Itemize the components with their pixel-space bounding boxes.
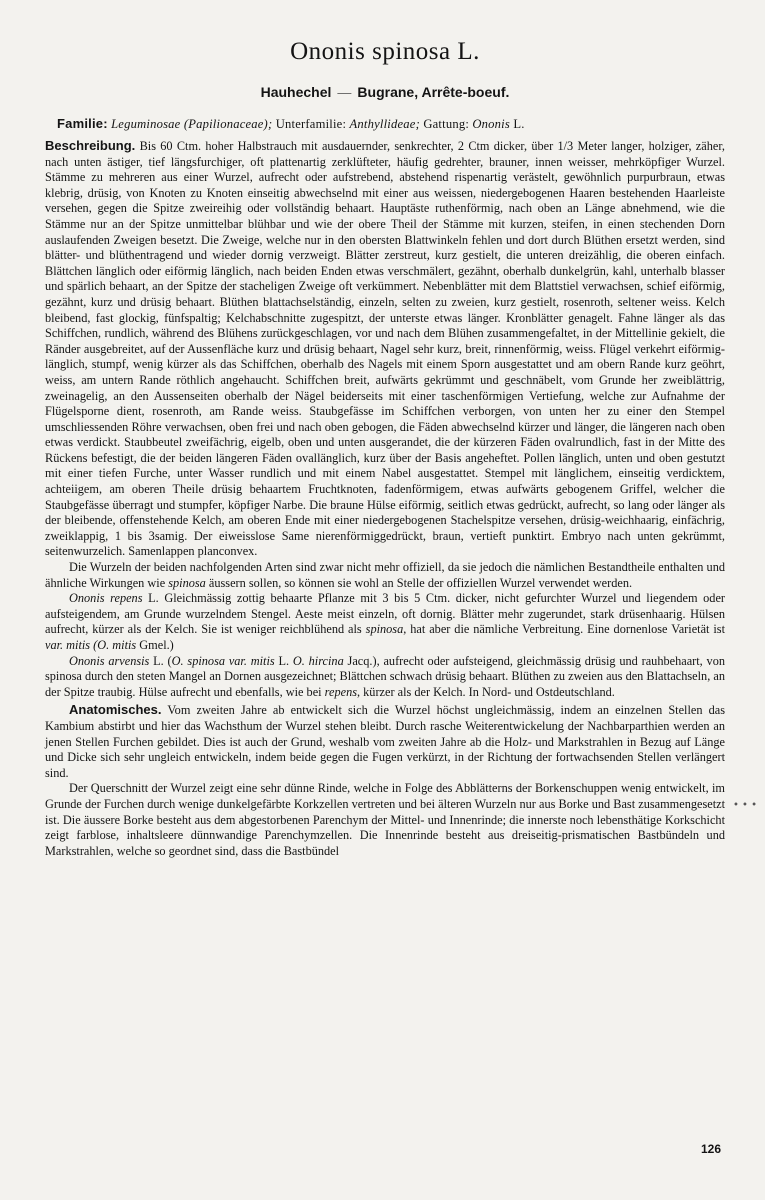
repens-text-3: Gmel.) [136, 638, 174, 652]
main-text [45, 138, 725, 859]
family-label: Familie: [57, 116, 108, 131]
page-number: 126 [700, 1142, 721, 1156]
gattung-label: Gattung: [423, 117, 470, 131]
repens-text-2: , hat aber die nämliche Verbreitung. Eine dornenlose Varietät ist [403, 622, 725, 637]
repens-varietas: var. mitis (O. mitis [45, 638, 137, 652]
repens-name: Ononis repens [69, 591, 143, 606]
name-separator: — [337, 84, 352, 100]
german-name: Hauhechel [260, 84, 332, 100]
wurzeln-italic: spinosa [168, 575, 206, 590]
gattung-author: L. [513, 117, 525, 131]
unterfamilie-name: Anthyllideae; [349, 117, 420, 131]
repens-text-1: L. Gleichmässig zottig behaarte Pflanze mit 3 bis 5 Ctm. dicker, nicht gefurchter Wurzel und liegendem oder aufsteigendem, am Grunde wurzelndem Stengel. Aeste meist einzeln, oft dornig. Blätter mehr zugerundet, stark drüsenhaarig. Hülsen aufrecht, kürzer als der Kelch. Sie ist weniger reichblühend als [45, 591, 726, 637]
arvensis-text-4: , kürzer als der Kelch. In Nord- und Ostdeutschland. [357, 684, 615, 699]
margin-marks: • • • [732, 800, 757, 811]
anatomisches-paragraph [45, 702, 725, 781]
arvensis-text-3: Jacq.), aufrecht oder aufsteigend, gleichmässig drüsig und rauhbehaart, von spinosa durch den steten Mangel an Dornen ausgezeichnet; Blättchen schwach drüsig behaart. Blüthen zu zweien aus den Blattachseln, an der Spitze traubig. Hülse aufrecht und ebenfalls, wie bei [45, 653, 725, 699]
repens-paragraph [45, 591, 725, 653]
arvensis-name: Ononis arvensis [69, 653, 150, 668]
wurzeln-text-1: Die Wurzeln der beiden nachfolgenden Arten sind zwar nicht mehr offiziell, da sie jedoch die nämlichen Bestandtheile enthalten und ähnliche Wirkungen wie [45, 560, 725, 590]
family-name: Leguminosae [111, 117, 181, 131]
arvensis-hircina: O. hircina [292, 653, 344, 668]
querschnitt-paragraph [45, 781, 725, 859]
wurzeln-text-2: äussern sollen, so können sie wohl an Stelle der offiziellen Wurzel verwendet werden. [205, 575, 633, 590]
common-names [45, 84, 725, 100]
anatomisches-heading: Anatomisches. [69, 702, 162, 718]
arvensis-text-2: L. [274, 653, 293, 668]
gattung-name: Ononis [472, 117, 510, 131]
arvensis-paragraph [45, 654, 725, 701]
beschreibung-heading: Beschreibung. [45, 138, 136, 153]
family-paren: (Papilionaceae); [183, 117, 273, 131]
unterfamilie-label: Unterfamilie: [275, 117, 347, 131]
wurzeln-paragraph [45, 560, 725, 591]
page-title: Ononis spinosa L. [290, 38, 480, 65]
arvensis-synonym: O. spinosa var. mitis [171, 653, 275, 668]
beschreibung-paragraph [45, 138, 725, 560]
arvensis-text-1: L. ( [149, 653, 172, 668]
querschnitt-text: Der Querschnitt der Wurzel zeigt eine sehr dünne Rinde, welche in Folge des Abblätterns der Borkenschuppen wenig entwickelt, im Grunde der Furchen durch wenige dunkelgefärbte Korkzellen vertreten und bei älteren Wurzeln nur aus Borke und Bast zusammengesetzt ist. Die äussere Borke besteht aus dem abgestorbenen Parenchym der Mittel- und Innenrinde; die innerste noch lebensthätige Korkschicht zeigt farblose, inhaltsleere dünnwandige Parenchymzellen. Die Innenrinde besteht aus dreiseitig-prismatischen Bastbündeln und Markstrahlen, welche so geordnet sind, dass die Bastbündel [45, 781, 725, 858]
page [45, 32, 725, 859]
repens-spinosa: spinosa [365, 622, 404, 637]
anatomisches-text: Vom zweiten Jahre ab entwickelt sich die Wurzel höchst ungleichmässig, indem an einzelnen Stellen das Kambium abstirbt und hier das Wachsthum der Wurzel stehen bleibt. Durch rasche Weiterentwickelung der Nachbarparthien werden an jenen Stellen Furchen gebildet. Dies ist auch der Grund, weshalb vom zweiten Jahre ab die Holz- und Markstrahlen in Bezug auf Länge und Dicke sich sehr ungleich entwickeln, indem beide gegen die Fugen verkürzt, in der Richtung der fortwachsenden Stellen verlängert sind. [45, 703, 726, 780]
french-name: Bugrane, Arrête-boeuf. [357, 84, 510, 100]
taxonomy-line [57, 116, 725, 132]
beschreibung-text: Bis 60 Ctm. hoher Halbstrauch mit ausdauernder, senkrechter, 2 Ctm dicker, über 1/3 Meter langer, holziger, zäher, nach unten ästiger, tief längsfurchiger, oft plattenartig zerklüfteter, häufig gedrehter, brauner, innen weisser, mehrköpfiger Wurzel. Stämme zu mehreren aus einer Wurzel, aufrecht oder aufstrebend, abstehend rispenartig verästelt, gewöhnlich purpurbraun, etwas klebrig, drüsig, von Knoten zu Knoten einseitig abwechselnd mit einer aus weissen, niedergebogenen Haaren bestehenden Haarleiste versehen, gegen die Spitze zweireihig oder vollständig behaart. Hauptäste ruthenförmig, nach oben an Länge abnehmend, wie die Stämme nur an der Spitze unmittelbar blühbar und wie der obere Theil der Stämme mit kurzen, steifen, in einen stechenden Dorn auslaufenden Zweigen besetzt. Die Zweige, welche nur in den obersten Blattwinkeln fehlen und dort durch Blüthen ersetzt werden, sind blätter- und blüthentragend und wieder dornig verzweigt. Blätter zerstreut, kurz gestielt, die unteren dreizählig, die oberen einfach. Blättchen länglich oder eiförmig länglich, nach beiden Enden etwas verschmälert, gezähnt, oberhalb dunkelgrün, kahl, unterhalb blasser und spärlich behaart, an der Spitze der stacheligen Zweige oft verkümmert. Nebenblätter mit dem Blattstiel verwachsen, schief eiförmig, gezähnt, kurz und drüsig behaart. Blüthen blattachselständig, einzeln, selten zu zweien, kurz gestielt, rosenroth, seltener weiss. Kelch bleibend, fast glockig, fünfspaltig; Kelchabschnitte zugespitzt, der unterste etwas länger. Kronblätter genagelt. Fahne länger als das Schiffchen, rundlich, während des Blühens zurückgeschlagen, vor und nach dem Blühen zusammengefaltet, in der Mittellinie gekielt, die Ränder ausgebreitet, auf der Aussenfläche kurz und drüsig behaart, Nagel sehr kurz, breit, rinnenförmig, weiss. Flügel verkehrt eiförmig-länglich, stumpf, wenig kürzer als das Schiffchen, oberhalb des Nagels mit einem Sporn ausgestattet und am obern Rande kurz geöhrt, weiss, am untern Rande röthlich angehaucht. Schiffchen breit, aufwärts gekrümmt und geschnäbelt, vom Grunde her zweiblättrig, zweinagelig, an den Aussenseiten oberhalb der Nägel beiderseits mit einer taschenförmigen Vertiefung, welche zur Aufnahme der Flügelsporne dient, rosenroth, am Rande weiss. Staubgefässe im Schiffchen verborgen, von unten her zu einer den Stempel umschliessenden Röhre verwachsen, oben frei und nach oben gebogen, die Fäden abwechselnd kürzer und länger, die längeren nach oben etwas verdickt. Staubbeutel zweifächrig, eigelb, oben und unten ausgerandet, die der kürzeren Fäden ovalrundlich, fast in der Mitte des Rückens befestigt, die der beiden längeren Fäden ovallänglich, kurz über der Basis angeheftet. Pollen länglich, unten und oben gestutzt mit einer tiefen Furche, unter Wasser rundlich und mit einem Nabel ausgestattet. Stempel mit länglichem, einseitig verdicktem, achteiigem, am oberen Theile drüsig behaartem Fruchtknoten, fadenförmigem, etwas aufwärts gebogenem Griffel, welcher die Staubgefässe überragt und stumpfer, köpfiger Narbe. Die braune Hülse eiförmig, seitlich etwas gedrückt, aufrecht, so lang oder länger als der bleibende, offenstehende Kelch, am oberen Ende mit einer niedergebogenen Stachelspitze versehen, drüsig-weichhaarig, einfächrig, zweiklappig, 1 bis 3samig. Der eiweisslose Same nierenförmiggedrückt, braun, vertieft punktirt. Embryo nach unten gekrümmt, seitenwurzelich. Samenlappen planconvex. [45, 139, 725, 559]
arvensis-repens: repens [324, 684, 357, 699]
